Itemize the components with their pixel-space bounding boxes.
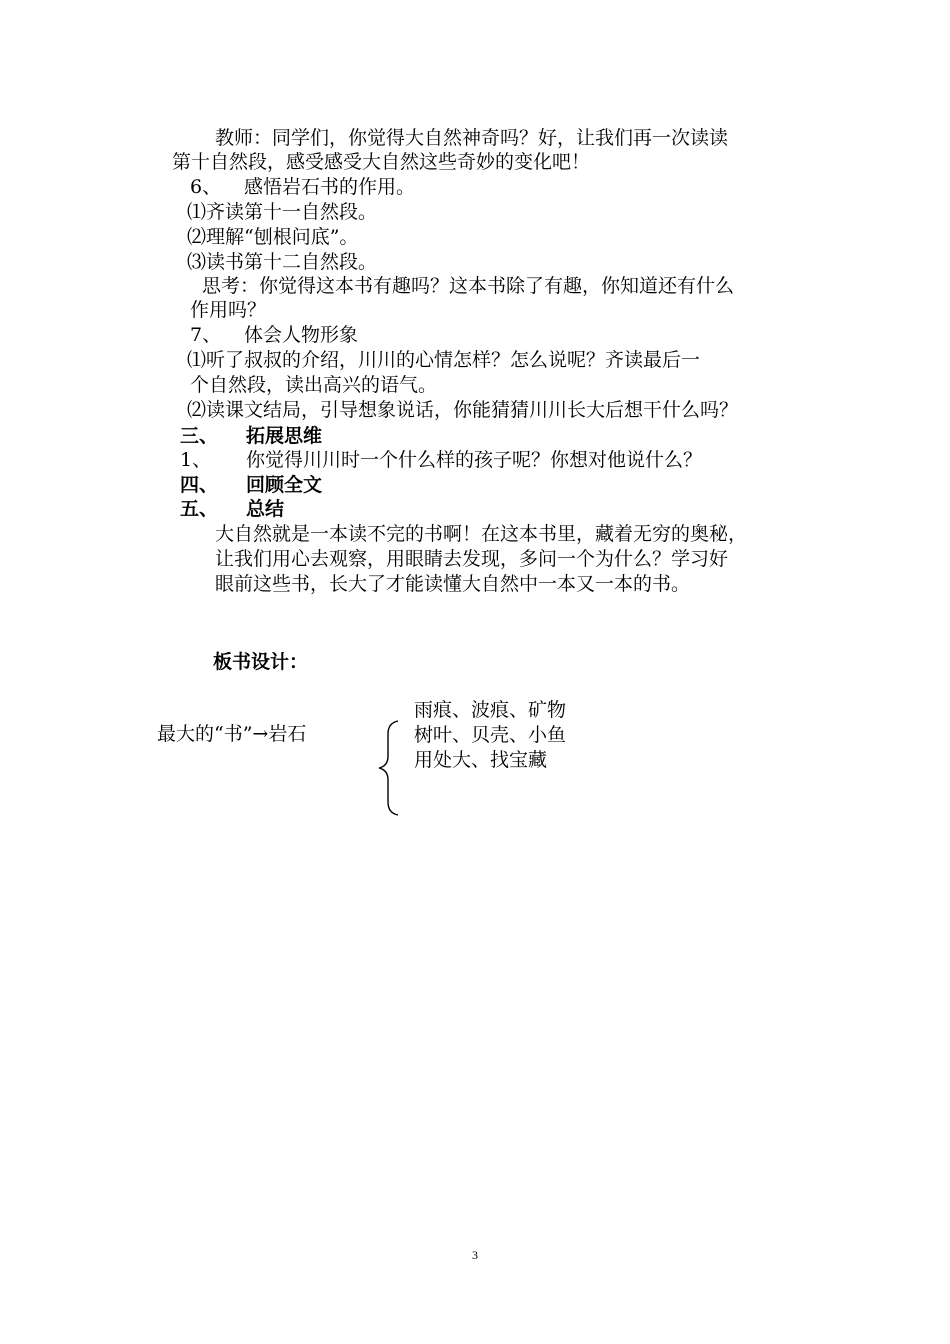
step-7-number: 7、 <box>190 324 222 346</box>
summary-line3: 眼前这些书，长大了才能读懂大自然中一本又一本的书。 <box>215 573 691 595</box>
summary-line1: 大自然就是一本读不完的书啊！在这本书里，藏着无穷的奥秘， <box>215 523 748 545</box>
step-7-item-2: ⑵读课文结局，引导想象说话，你能猜猜川川长大后想干什么吗？ <box>187 399 739 421</box>
think-question-line2: 作用吗？ <box>190 299 267 321</box>
step-7 <box>190 323 358 347</box>
step-7-item-1-line2: 个自然段，读出高兴的语气。 <box>190 374 438 396</box>
section-5-number: 五、 <box>180 498 219 520</box>
section-5-heading <box>180 497 284 521</box>
paragraph-teacher-line1: 教师：同学们，你觉得大自然神奇吗？好，让我们再一次读读 <box>215 127 729 149</box>
section-3-heading <box>180 424 322 448</box>
question-1-number: 1、 <box>180 449 212 471</box>
section-4-heading <box>180 473 322 497</box>
section-3-question <box>180 448 702 472</box>
summary-line2: 让我们用心去观察，用眼睛去发现，多问一个为什么？学习好 <box>215 548 729 570</box>
board-main-text: 最大的“书”→岩石 <box>157 723 307 745</box>
question-1-text: 你觉得川川时一个什么样的孩子呢？你想对他说什么？ <box>246 449 703 471</box>
think-question-line1: 思考：你觉得这本书有趣吗？这本书除了有趣，你知道还有什么 <box>202 275 735 297</box>
section-4-title: 回顾全文 <box>246 474 323 496</box>
board-design-heading: 板书设计： <box>213 651 309 673</box>
board-item-1: 雨痕、波痕、矿物 <box>414 699 567 721</box>
step-6 <box>190 175 415 199</box>
step-6-title: 感悟岩石书的作用。 <box>244 176 416 198</box>
section-3-number: 三、 <box>180 425 219 447</box>
step-6-number: 6、 <box>190 176 222 198</box>
step-7-title: 体会人物形象 <box>244 324 359 346</box>
step-6-item-1: ⑴齐读第十一自然段。 <box>187 201 378 223</box>
curly-brace-icon <box>374 718 404 818</box>
board-item-2: 树叶、贝壳、小鱼 <box>414 724 567 746</box>
step-6-item-2: ⑵理解“刨根问底”。 <box>187 226 359 248</box>
section-4-number: 四、 <box>180 474 219 496</box>
step-6-item-3: ⑶读书第十二自然段。 <box>187 251 378 273</box>
paragraph-teacher-line2: 第十自然段，感受感受大自然这些奇妙的变化吧！ <box>172 151 591 173</box>
page-number: 3 <box>472 1248 478 1262</box>
section-5-title: 总结 <box>246 498 285 520</box>
section-3-title: 拓展思维 <box>246 425 323 447</box>
board-item-3: 用处大、找宝藏 <box>414 749 548 771</box>
step-7-item-1-line1: ⑴听了叔叔的介绍，川川的心情怎样？怎么说呢？齐读最后一 <box>187 349 701 371</box>
